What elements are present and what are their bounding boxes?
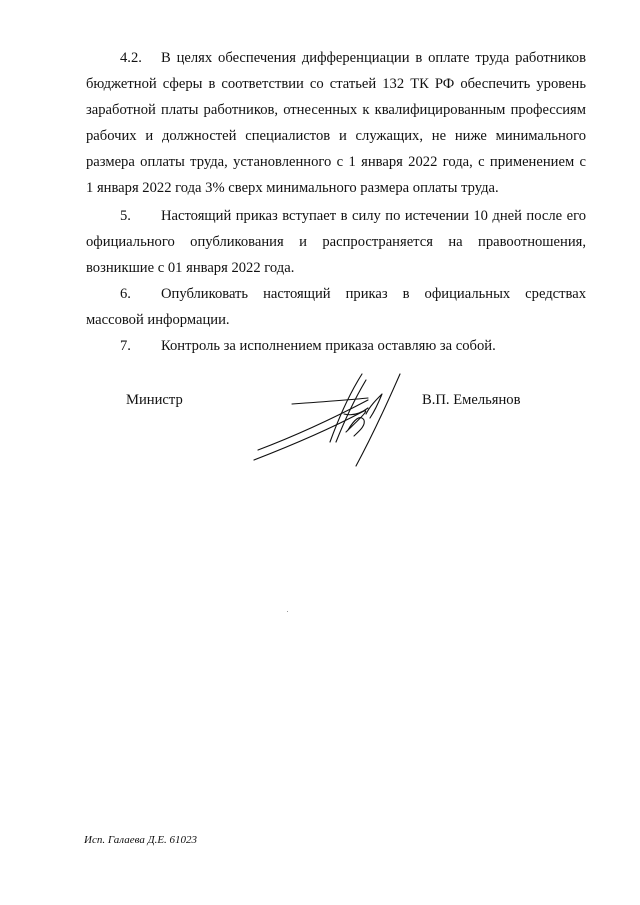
position-title: Министр	[126, 392, 183, 408]
paragraph-line: 6. Опубликовать настоящий приказ в официальных средствах	[86, 281, 586, 307]
executor-note: Исп. Галаева Д.Е. 61023	[84, 834, 198, 846]
paragraph-line: 5. Настоящий приказ вступает в силу по истечении 10 дней после его	[86, 203, 586, 229]
scan-speck	[287, 611, 288, 612]
paragraph-number: 4.2.	[120, 50, 142, 66]
paragraph-number: 6.	[120, 286, 131, 302]
paragraph-line: 1 января 2022 года 3% сверх минимального размера оплаты труда.	[86, 180, 499, 196]
paragraph-line: рабочих и должностей специалистов и служащих, не ниже минимального	[86, 128, 586, 144]
paragraph-7	[86, 333, 586, 359]
handwritten-signature	[250, 370, 420, 470]
paragraph-number: 7.	[120, 338, 131, 354]
paragraph-line: официального опубликования и распространяется на правоотношения,	[86, 234, 586, 250]
paragraph-4-2	[86, 45, 586, 201]
paragraph-line: заработной платы работников, отнесенных к квалифицированным профессиям	[86, 102, 586, 118]
paragraph-line: 4.2. В целях обеспечения дифференциации в оплате труда работников	[86, 45, 586, 71]
paragraph-number: 5.	[120, 208, 131, 224]
paragraph-line: возникшие с 01 января 2022 года.	[86, 260, 295, 276]
paragraph-6	[86, 281, 586, 333]
paragraph-5	[86, 203, 586, 281]
signer-name: В.П. Емельянов	[422, 392, 521, 408]
paragraph-line: бюджетной сферы в соответствии со статьей 132 ТК РФ обеспечить уровень	[86, 76, 586, 92]
paragraph-line: размера оплаты труда, установленного с 1 января 2022 года, с применением с	[86, 154, 586, 170]
paragraph-line: 7. Контроль за исполнением приказа оставляю за собой.	[86, 333, 586, 359]
paragraph-line: массовой информации.	[86, 312, 230, 328]
